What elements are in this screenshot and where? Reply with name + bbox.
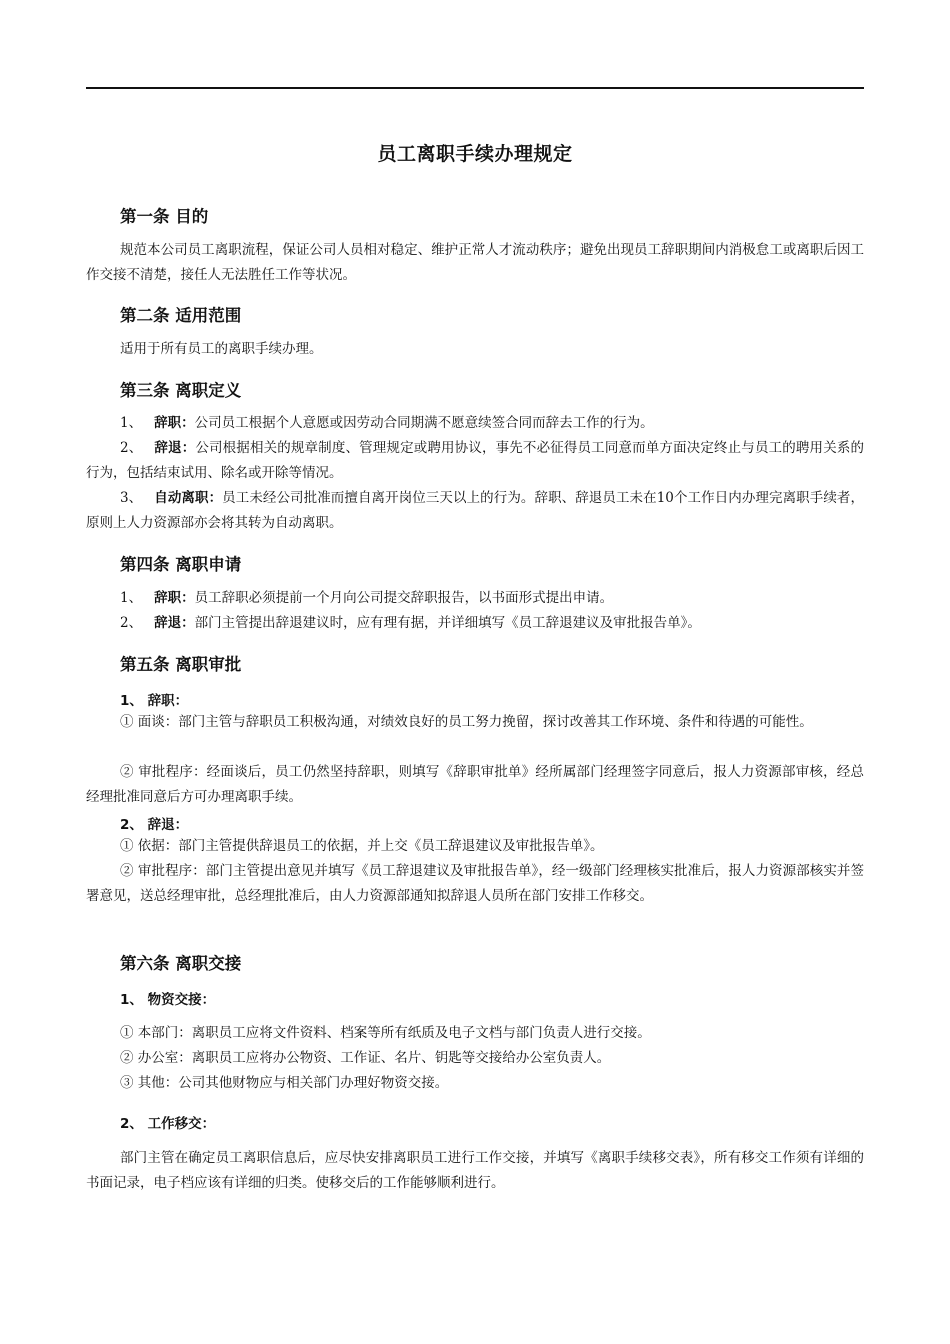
item-number: 1、 (120, 415, 143, 431)
article-6-heading: 第六条 离职交接 (120, 954, 242, 973)
item-term: 辞职： (154, 590, 195, 606)
article-6-sub-2: 2、 工作移交： (120, 1116, 216, 1132)
article-1-text: 规范本公司员工离职流程，保证公司人员相对稳定、维护正常人才流动秩序；避免出现员工辞职期间内消极怠工或离职后因工作交接不清楚，接任人无法胜任工作等状况。 (86, 242, 864, 283)
item-text: 公司根据相关的规章制度、管理规定或聘用协议，事先不必征得员工同意而单方面决定终止与员工的聘用关系的行为，包括结束试用、除名或开除等情况。 (86, 440, 865, 481)
article-2-text: 适用于所有员工的离职手续办理。 (120, 341, 323, 357)
item-text: 员工未经公司批准而擅自离开岗位三天以上的行为。辞职、辞退员工未在10个工作日内办理完离职手续者，原则上人力资源部亦会将其转为自动离职。 (86, 490, 864, 531)
item-term: 辞职： (154, 415, 195, 431)
article-5-sub-2: 2、 辞退： (120, 817, 189, 833)
article-5-sub-1: 1、 辞职： (120, 693, 189, 709)
article-6-sub-1: 1、 物资交接： (120, 992, 216, 1008)
article-4-item-1 (86, 586, 864, 611)
item-number: 1、 (120, 590, 143, 606)
article-4-heading: 第四条 离职申请 (120, 555, 242, 574)
article-1-heading: 第一条 目的 (120, 207, 209, 226)
article-5-heading: 第五条 离职审批 (120, 655, 242, 674)
article-6-item-1: ① 本部门：离职员工应将文件资料、档案等所有纸质及电子文档与部门负责人进行交接。 (120, 1025, 651, 1041)
article-5-sub-1-para-2: ② 审批程序：经面谈后，员工仍然坚持辞职，则填写《辞职审批单》经所属部门经理签字同意后，报人力资源部审核，经总经理批准同意后方可办理离职手续。 (86, 764, 864, 805)
item-text: 部门主管提出辞退建议时，应有理有据，并详细填写《员工辞退建议及审批报告单》。 (194, 615, 701, 631)
article-5-sub-2-para-2: ② 审批程序：部门主管提出意见并填写《员工辞退建议及审批报告单》，经一级部门经理核实批准后，报人力资源部核实并签署意见，送总经理审批，总经理批准后，由人力资源部通知拟辞退人员所在部门安排工作移交。 (86, 863, 864, 904)
item-text: 公司员工根据个人意愿或因劳动合同期满不愿意续签合同而辞去工作的行为。 (194, 415, 654, 431)
item-text: 员工辞职必须提前一个月向公司提交辞职报告，以书面形式提出申请。 (194, 590, 614, 606)
article-6-item-2: ② 办公室：离职员工应将办公物资、工作证、名片、钥匙等交接给办公室负责人。 (120, 1050, 611, 1066)
article-3-heading: 第三条 离职定义 (120, 381, 242, 400)
article-3-item-3 (86, 486, 864, 536)
article-5-sub-2-para-1: ① 依据：部门主管提供辞退员工的依据，并上交《员工辞退建议及审批报告单》。 (120, 838, 604, 854)
item-number: 2、 (120, 615, 143, 631)
article-6-text: 部门主管在确定员工离职信息后，应尽快安排离职员工进行工作交接，并填写《离职手续移交表》，所有移交工作须有详细的书面记录，电子档应该有详细的归类。使移交后的工作能够顺利进行。 (86, 1150, 864, 1191)
item-term: 辞退： (154, 440, 196, 456)
article-3-item-1 (86, 411, 864, 436)
header-rule (86, 87, 864, 89)
article-3-item-2 (86, 436, 864, 486)
article-6-item-3: ③ 其他：公司其他财物应与相关部门办理好物资交接。 (120, 1075, 449, 1091)
item-term: 自动离职： (154, 490, 223, 506)
item-term: 辞退： (154, 615, 195, 631)
article-5-sub-1-para-1: ① 面谈：部门主管与辞职员工积极沟通，对绩效良好的员工努力挽留，探讨改善其工作环境、条件和待遇的可能性。 (120, 714, 813, 730)
article-2-heading: 第二条 适用范围 (120, 306, 242, 325)
item-number: 3、 (120, 490, 143, 506)
item-number: 2、 (120, 440, 143, 456)
document-title: 员工离职手续办理规定 (377, 143, 573, 165)
article-4-item-2 (86, 611, 864, 636)
